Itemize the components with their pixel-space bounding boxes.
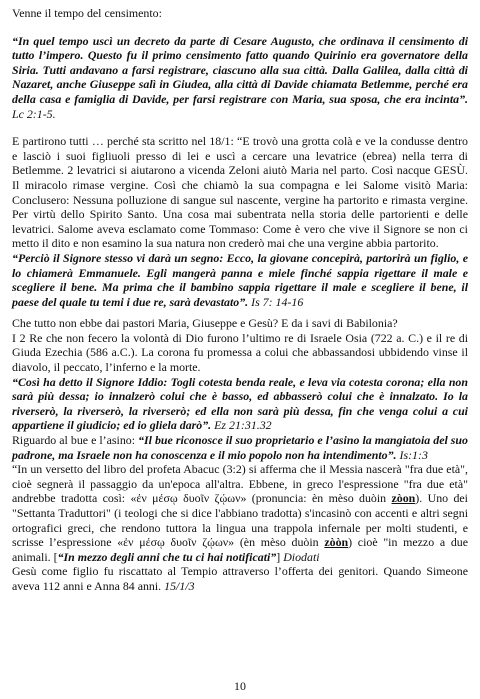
ref-ezekiel: Ez 21:31.32 (214, 418, 272, 433)
census-narrative: E partirono tutti … perché sta scritto nel 18/1: “E trovò una grotta colà e ve la condusse dentro e lasciò i suoi figliuoli presso di lei e uscì a cercare una levatrice (ebrea) nella terra di Betlemme. 2 levatrici si aiutarono a vicenda Zeloni aiutò Maria nel parto. Così nacque GESÙ. Il miracolo rimase vergine. Così che chiamò la sua compagna e lei Salome visitò Maria: Conclusero: Nessuna polluzione di sangue sul nascente, vergine ha partorito e rimasta vergine. Per virtù dello Spirito Santo. Una cosa mai subentrata nella storia delle partorienti e delle levatrici. Salome aveva esclamato come Tommaso: Come è vero che vive il Signore se non ci metto il dito e non esamino la sua natura non crederò mai che una vergine abbia partorito. (12, 134, 468, 251)
habakkuk-text-4: ] (276, 549, 281, 564)
shepherds-question: Che tutto non ebbe dai pastori Maria, Giuseppe e Gesù? E da i savi di Babilonia? (12, 316, 398, 331)
temple-paragraph (12, 564, 468, 593)
ox-donkey-paragraph (12, 433, 468, 462)
quote-isaiah-7-paragraph (12, 251, 468, 309)
ox-donkey-lead: Riguardo al bue e l’asino: (12, 433, 136, 448)
habakkuk-text-3: ) cioè "in mezzo a due animali. [ (12, 535, 469, 564)
quote-ezekiel: “Così ha detto il Signore Iddio: Togli cotesta benda reale, e leva via cotesta corona; ella non sarà più dessa; io innalzerò colui che è basso, ed abbasserò colui che è innalzato. Io la riverserò, la riverserò, la riverserò; ed ella non sarà più dessa, fin che venga colui a cui appartiene il giudicio; ed io gliela darò”. (12, 374, 468, 433)
ref-isaiah-7: Is 7: 14-16 (251, 294, 304, 309)
ref-diodati: Diodati (283, 549, 320, 564)
quote-luke-paragraph (12, 34, 468, 122)
greek-word-zoon: zòon (391, 491, 416, 506)
page-number: 10 (234, 679, 246, 693)
habakkuk-text-1: “In un versetto del libro del profeta Abacuc (3:2) si afferma che il Messia nascerà "fra due età", cioè segnerà il passaggio da un'epoca all'altra. Ebbene, in greco l'espressione "fra due età" andrebbe tradotta così: «ἐν μέσῳ δυοῖν ζῴων» (pronuncia: èn mèso duòin (12, 462, 468, 506)
ref-temple: 15/1/3 (164, 578, 195, 593)
two-kings-paragraph: I 2 Re che non fecero la volontà di Dio furono l’ultimo re di Israele Osia (722 a. C.) e il re di Giuda Ezechia (586 a.C.). La corona fu promessa a colui che abbassandosi ubbidendo vinse il diavolo, il peccato, l’inferno e la morte. (12, 330, 468, 375)
quote-luke: “In quel tempo uscì un decreto da parte di Cesare Augusto, che ordinava il censimento di tutto l’impero. Questo fu il primo censimento fatto quando Quirinio era governatore della Siria. Tutti andavano a farsi registrare, ciascuno alla sua città. Dalla Galilea, dalla città di Nazaret, anche Giuseppe salì in Giudea, alla città di Davide chiamata Betlemme, perché era della casa e famiglia di Davide, per farsi registrare con Maria, sua sposa, che era incinta”. (12, 33, 468, 106)
quote-ezekiel-paragraph (12, 375, 468, 433)
greek-word-zoon-2: zòòn (324, 535, 349, 550)
habakkuk-text-2: ). Uno dei "Settanta Traduttori" (i teologi che si dice l'abbiano tradotta) s'incasinò con accenti e altri segni ortografici greci, che rendono tuttora la lingua una trappola infernale per molti studenti, e scrisse l’espressione «ἐν μέσῳ δυοῖν ζῴων» (èn mèso duòin (12, 491, 468, 550)
quote-isaiah-1: “Il bue riconosce il suo proprietario e l’asino la mangiatoia del suo padrone, ma Israele non ha conoscenza e il mio popolo non ha intendimento”. (12, 433, 468, 462)
habakkuk-paragraph (12, 462, 468, 564)
ref-isaiah-1: Is:1:3 (399, 447, 428, 462)
ref-luke: Lc 2:1-5. (12, 106, 56, 121)
quote-isaiah-7: “Perciò il Signore stesso vi darà un segno: Ecco, la giovane concepirà, partorirà un figlio, e lo chiamerà Emmanuele. Egli mangerà panna e miele finché sappia rigettare il male e scegliere il bene. Ma prima che il bambino sappia rigettare il male e scegliere il bene, il paese del quale tu temi i due re, sarà devastato”. (12, 250, 468, 309)
quote-habakkuk: “In mezzo degli anni che tu ci hai notificati” (57, 549, 277, 564)
temple-text: Gesù come figlio fu riscattato al Tempio attraverso l’offerta dei genitori. Quando Simeone aveva 112 anni e Anna 84 anni. (12, 564, 468, 593)
intro-heading: Venne il tempo del censimento: (12, 6, 162, 20)
